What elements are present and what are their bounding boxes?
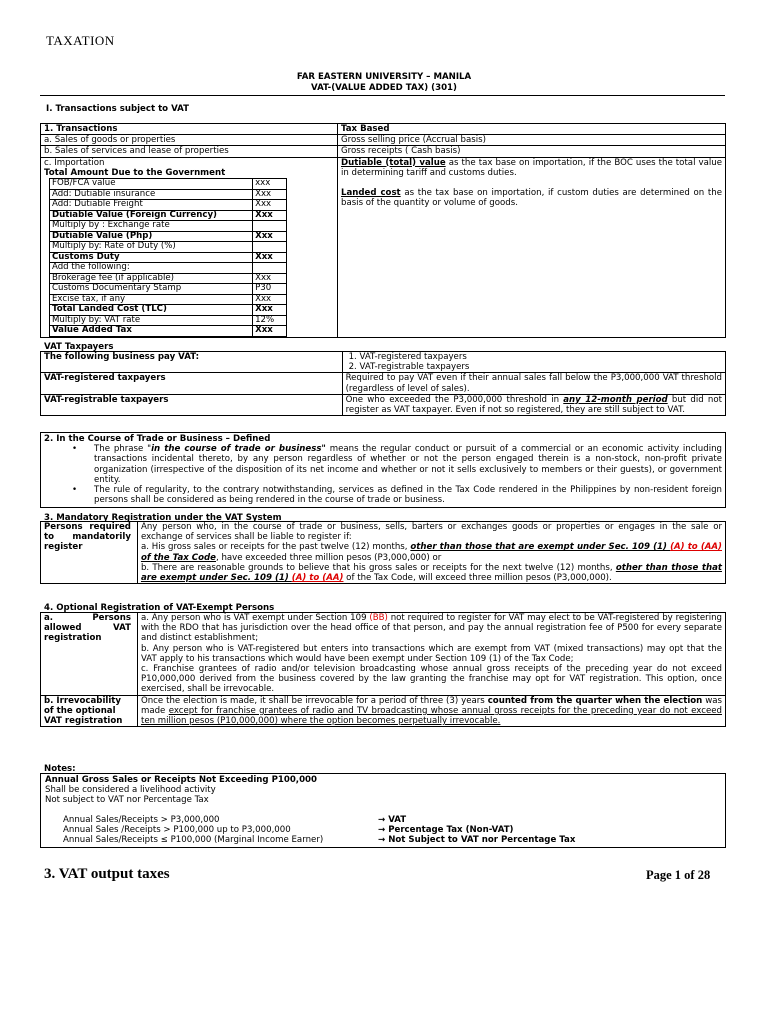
b-em: other than those that are exempt under Sec. 109 (1) bbox=[140, 562, 722, 584]
section-2-heading: 2. In the Course of Trade or Business – Defined bbox=[44, 434, 271, 444]
row-sales-services-tax: Gross receipts ( Cash basis) bbox=[337, 146, 725, 157]
computation-value: xxx bbox=[253, 179, 287, 190]
section-2-bullet-2: • The rule of regularity, to the contrary notwithstanding, services as defined in the Tax Code rendered in the Philippines by non-resident foreign persons shall be considered as being rendered in the course of trade or business. bbox=[44, 485, 722, 505]
section-3-text bbox=[137, 522, 725, 584]
notes-line-2: Not subject to VAT nor Percentage Tax bbox=[45, 795, 209, 806]
notes-row bbox=[45, 825, 721, 835]
b1-post: means the regular conduct or pursuit of a commercial or an economic activity including transactions incidental thereto, by any person regardless of whether or not the person engaged therein is a non-stock, non-profit private organization (irrespective of the disposition of its net income and whether or not it sells exclusively to members or their guests), or government entity. bbox=[94, 444, 722, 485]
section-4a-item-c: c. Franchise grantees of radio and/or television broadcasting whose annual gross receipts of the preceding year do not exceed P10,000,000 derived from the business covered by the law granting the franchise may opt for VAT registration. This option, once exercised, shall be irrevocable. bbox=[140, 664, 722, 695]
taxpayers-row2-label: VAT-registered taxpayers bbox=[41, 373, 343, 394]
computation-value: Xxx bbox=[253, 189, 287, 200]
computation-table bbox=[49, 178, 287, 337]
taxpayers-row3-label: VAT-registrable taxpayers bbox=[41, 394, 343, 415]
section-4b-text bbox=[137, 695, 725, 727]
computation-value: 12% bbox=[253, 315, 287, 326]
b1-em: in the course of trade or business" bbox=[151, 444, 326, 455]
row-sales-goods: a. Sales of goods or properties bbox=[41, 135, 338, 146]
notes-row bbox=[45, 815, 721, 825]
total-due-label: Total Amount Due to the Government bbox=[44, 167, 226, 178]
section-3-item-b bbox=[141, 563, 722, 583]
computation-label: Value Added Tax bbox=[50, 326, 253, 337]
computation-label: Dutiable Value (Php) bbox=[50, 231, 253, 242]
b-post: of the Tax Code, will exceed three million pesos (P3,000,000). bbox=[343, 573, 612, 584]
computation-row bbox=[50, 221, 287, 232]
page-number: Page 1 of 28 bbox=[646, 868, 711, 882]
computation-label: Customs Documentary Stamp bbox=[50, 284, 253, 295]
row3-pre: One who exceeded the P3,000,000 threshold in bbox=[345, 394, 564, 405]
notes-row-left: Annual Sales/Receipts > P3,000,000 bbox=[63, 814, 220, 825]
a-pre: a. His gross sales or receipts for the past twelve (12) months, bbox=[140, 542, 411, 553]
computation-value bbox=[253, 242, 287, 253]
computation-label: Excise tax, if any bbox=[50, 294, 253, 305]
subject-title: VAT-(VALUE ADDED TAX) (301) bbox=[311, 83, 457, 93]
importation-cell bbox=[41, 157, 338, 337]
section-3-intro: Any person who, in the course of trade or business, sells, barters or exchanges goods or properties or engages in the sale or exchange of services shall be liable to register if: bbox=[140, 522, 722, 543]
computation-row bbox=[50, 252, 287, 263]
notes-content bbox=[41, 774, 726, 848]
taxpayers-heading: VAT Taxpayers bbox=[44, 342, 114, 352]
taxpayers-row2-text: Required to pay VAT even if their annual sales fall below the P3,000,000 VAT threshold (regardless of level of sales). bbox=[342, 373, 725, 394]
a-red: (A) to (AA) bbox=[670, 542, 722, 553]
b-red: (A) to (AA) bbox=[291, 573, 344, 584]
computation-row bbox=[50, 294, 287, 305]
computation-row bbox=[50, 200, 287, 211]
computation-value: P30 bbox=[253, 284, 287, 295]
computation-row bbox=[50, 179, 287, 190]
section-4a-label: a. Persons allowed VAT registration bbox=[41, 613, 138, 696]
notes-row-right: → Percentage Tax (Non-VAT) bbox=[378, 824, 514, 835]
taxpayers-table bbox=[40, 351, 726, 416]
a-em: other than those that are exempt under Sec. 109 (1) bbox=[410, 542, 671, 553]
computation-value: Xxx bbox=[253, 294, 287, 305]
a1-pre: a. Any person who is VAT exempt under Section 109 bbox=[140, 613, 370, 623]
section-2-content bbox=[41, 433, 726, 508]
notes-title: Annual Gross Sales or Receipts Not Exceeding P100,000 bbox=[45, 775, 318, 785]
section-3-heading: 3. Mandatory Registration under the VAT System bbox=[44, 513, 282, 523]
computation-label: Customs Duty bbox=[50, 252, 253, 263]
b1-pre: Once the election is made, it shall be irrevocable for a period of three (3) years bbox=[140, 695, 488, 706]
section-4-heading: 4. Optional Registration of VAT-Exempt Persons bbox=[44, 603, 275, 613]
importation-tax-base bbox=[337, 157, 725, 337]
landed-term: Landed cost bbox=[340, 188, 401, 199]
computation-value bbox=[253, 221, 287, 232]
computation-row bbox=[50, 189, 287, 200]
notes-row-left: Annual Sales/Receipts ≤ P100,000 (Marginal Income Earner) bbox=[63, 834, 324, 845]
computation-row bbox=[50, 242, 287, 253]
taxpayers-row1-label: The following business pay VAT: bbox=[41, 352, 343, 373]
computation-label: Add: Dutiable insurance bbox=[50, 189, 253, 200]
taxpayers-row3-text bbox=[342, 394, 725, 415]
b1-u: except for franchise grantees of radio and TV broadcasting whose annual gross receipts for the preceding year do not exceed ten million pesos (P10,000,000) where the option becomes perpetually irrevocable. bbox=[140, 705, 722, 727]
row3-post: but did not register as VAT taxpayer. Even if not so registered, they are still subject to VAT. bbox=[345, 394, 722, 416]
a-post: , have exceeded three million pesos (P3,000,000) or bbox=[216, 552, 442, 563]
computation-label: FOB/FCA value bbox=[50, 179, 253, 190]
computation-value: Xxx bbox=[253, 252, 287, 263]
row3-em: any 12-month period bbox=[563, 394, 668, 405]
b1-pre: The phrase " bbox=[94, 444, 152, 455]
section-4a-text bbox=[137, 613, 725, 696]
row-sales-services: b. Sales of services and lease of properties bbox=[41, 146, 338, 157]
transactions-header: 1. Transactions bbox=[41, 124, 338, 135]
section-4a-item-a bbox=[141, 613, 722, 644]
row-sales-goods-tax: Gross selling price (Accrual basis) bbox=[337, 135, 725, 146]
notes-row bbox=[45, 835, 721, 845]
notes-line-1: Shall be considered a livelihood activity bbox=[45, 785, 216, 796]
section-1-heading: I. Transactions subject to VAT bbox=[46, 104, 189, 114]
computation-label: Add: Dutiable Freight bbox=[50, 200, 253, 211]
computation-row bbox=[50, 326, 287, 337]
computation-row bbox=[50, 305, 287, 316]
computation-row bbox=[50, 284, 287, 295]
tax-based-header: Tax Based bbox=[337, 124, 725, 135]
computation-value bbox=[253, 263, 287, 274]
section-3-table bbox=[40, 521, 726, 584]
section-3-item-a bbox=[141, 542, 722, 562]
computation-row bbox=[50, 210, 287, 221]
b1-mid: was made bbox=[140, 695, 722, 716]
computation-value: Xxx bbox=[253, 231, 287, 242]
b-pre: b. There are reasonable grounds to believe that his gross sales or receipts for the next twelve (12) months, bbox=[140, 562, 616, 573]
notes-heading: Notes: bbox=[44, 764, 76, 774]
a-em2: of the Tax Code bbox=[140, 552, 216, 563]
notes-rows bbox=[45, 815, 721, 846]
section-2-bullet-1 bbox=[44, 444, 722, 485]
dutiable-text: as the tax base on importation, if the BOC uses the total value in determining tariff and customs duties. bbox=[340, 157, 722, 178]
section-4-table bbox=[40, 612, 726, 727]
taxpayers-row1-items bbox=[342, 352, 725, 373]
b1-bold: counted from the quarter when the election bbox=[487, 695, 703, 706]
computation-value: Xxx bbox=[253, 200, 287, 211]
page-header-title: TAXATION bbox=[46, 33, 115, 48]
computation-value: Xxx bbox=[253, 210, 287, 221]
computation-label: Total Landed Cost (TLC) bbox=[50, 305, 253, 316]
section-2-box bbox=[40, 432, 726, 508]
computation-label: Brokerage fee (if applicable) bbox=[50, 273, 253, 284]
header-divider bbox=[40, 95, 725, 96]
importation-label: c. Importation bbox=[44, 157, 105, 168]
computation-label: Dutiable Value (Foreign Currency) bbox=[50, 210, 253, 221]
transactions-table bbox=[40, 123, 726, 338]
section-3-label: Persons required to mandatorily register bbox=[41, 522, 138, 584]
computation-value: Xxx bbox=[253, 305, 287, 316]
notes-row-right: → VAT bbox=[378, 814, 407, 825]
a1-red: (BB) bbox=[369, 613, 388, 623]
computation-label: Add the following: bbox=[50, 263, 253, 274]
computation-row bbox=[50, 231, 287, 242]
computation-row bbox=[50, 263, 287, 274]
section-4b-label: b. Irrevocability of the optional VAT registration bbox=[41, 695, 138, 727]
computation-label: Multiply by: VAT rate bbox=[50, 315, 253, 326]
university-name: FAR EASTERN UNIVERSITY – MANILA bbox=[296, 72, 472, 82]
computation-value: Xxx bbox=[253, 273, 287, 284]
notes-box bbox=[40, 773, 726, 848]
computation-label: Multiply by : Exchange rate bbox=[50, 221, 253, 232]
document-title-block bbox=[0, 72, 768, 94]
computation-row bbox=[50, 273, 287, 284]
computation-row bbox=[50, 315, 287, 326]
a1-post: not required to register for VAT may elect to be VAT-registered by registering with the RDO that has jurisdiction over the head office of that person, and pay the annual registration fee of P500 for every separate and distinct establishment; bbox=[140, 613, 722, 644]
computation-label: Multiply by: Rate of Duty (%) bbox=[50, 242, 253, 253]
landed-text: as the tax base on importation, if custom duties are determined on the basis of the quantity or volume of goods. bbox=[340, 188, 722, 209]
section-4a-item-b: b. Any person who is VAT-registered but enters into transactions which are exempt from VAT (mixed transactions) may opt that the VAT apply to his transactions which would have been exempt under Section 109 (1) of the Tax Code; bbox=[140, 643, 722, 664]
footer-section-title: 3. VAT output taxes bbox=[44, 866, 170, 882]
list-item: 2. VAT-registrable taxpayers bbox=[348, 362, 470, 373]
notes-row-right: → Not Subject to VAT nor Percentage Tax bbox=[378, 834, 576, 845]
computation-value: Xxx bbox=[253, 326, 287, 337]
dutiable-term: Dutiable (total) value bbox=[340, 157, 446, 168]
list-item: 1. VAT-registered taxpayers bbox=[348, 352, 467, 362]
notes-row-left: Annual Sales /Receipts > P100,000 up to P3,000,000 bbox=[63, 824, 291, 835]
